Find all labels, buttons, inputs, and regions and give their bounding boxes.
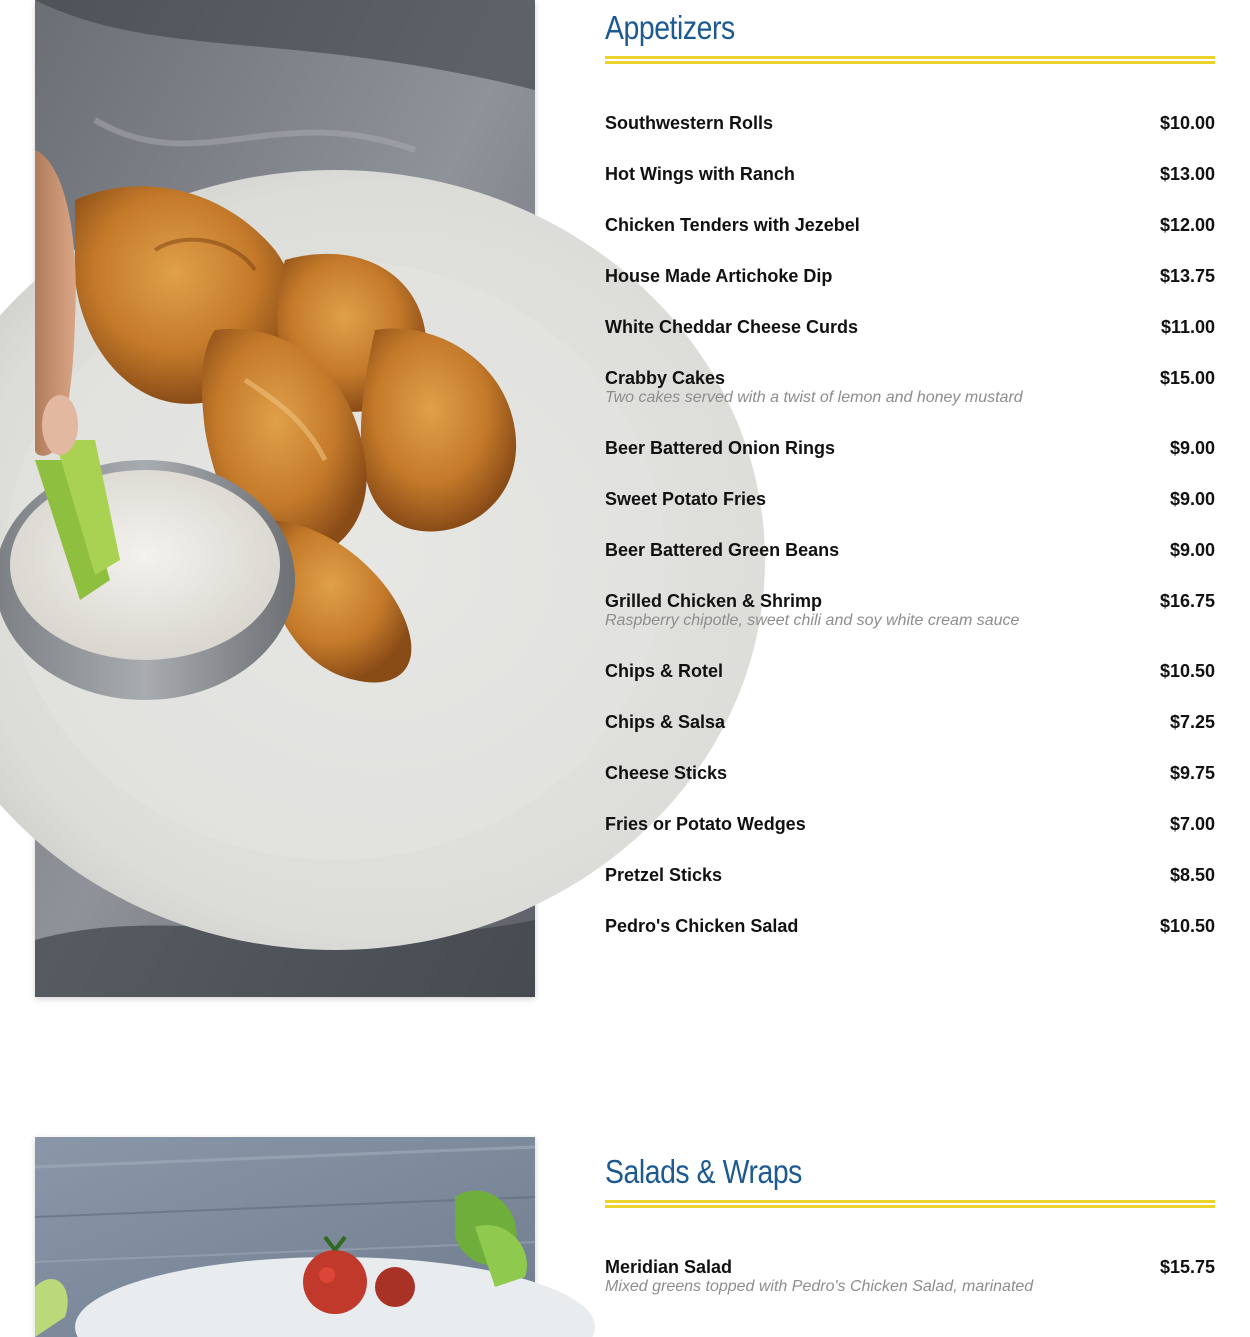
menu-item-name: Beer Battered Onion Rings xyxy=(605,438,836,458)
menu-item-name: Beer Battered Green Beans xyxy=(605,540,840,560)
menu-item-name: Cheese Sticks xyxy=(605,763,728,783)
section-title: Salads & Wraps xyxy=(605,1153,802,1190)
menu-item xyxy=(605,163,1215,214)
menu-item-details xyxy=(605,265,832,287)
menu-item xyxy=(605,488,1215,539)
menu-item-price: $10.50 xyxy=(1159,661,1215,681)
menu-item-details xyxy=(605,163,795,185)
menu-item xyxy=(605,590,1215,660)
section-title: Appetizers xyxy=(605,9,735,46)
menu-item-description: Raspberry chipotle, sweet chili and soy white cream sauce xyxy=(605,612,1020,629)
menu-item-price: $7.25 xyxy=(1169,712,1215,732)
menu-item-name: Crabby Cakes xyxy=(605,368,726,388)
menu-item-name: Chips & Rotel xyxy=(605,661,724,681)
menu-item-details xyxy=(605,711,725,733)
menu-item-name: Grilled Chicken & Shrimp xyxy=(605,591,823,611)
menu-item-price: $9.00 xyxy=(1169,489,1215,509)
menu-item xyxy=(605,915,1215,966)
menu-item-price: $9.00 xyxy=(1169,540,1215,560)
menu-item-price: $16.75 xyxy=(1159,591,1215,611)
salads-item-list xyxy=(605,1256,1215,1326)
menu-item-details xyxy=(605,316,858,338)
title-divider xyxy=(605,1200,1215,1208)
menu-item-price: $13.00 xyxy=(1159,164,1215,184)
menu-item xyxy=(605,660,1215,711)
salads-wraps-section xyxy=(605,1144,1215,1326)
menu-item-details xyxy=(605,539,839,561)
title-divider xyxy=(605,56,1215,64)
menu-item-price: $15.00 xyxy=(1159,368,1215,388)
menu-item xyxy=(605,1256,1215,1326)
appetizers-section xyxy=(605,0,1215,966)
menu-item-details xyxy=(605,590,1019,630)
menu-item-price: $11.00 xyxy=(1160,317,1215,337)
menu-item-price: $13.75 xyxy=(1159,266,1215,286)
menu-item-price: $15.75 xyxy=(1159,1257,1215,1277)
menu-item-details xyxy=(605,1256,1033,1296)
menu-item xyxy=(605,762,1215,813)
menu-item-details xyxy=(605,367,1023,407)
menu-item-details xyxy=(605,214,860,236)
menu-item-details xyxy=(605,915,798,937)
menu-item-details xyxy=(605,437,835,459)
menu-item-name: Hot Wings with Ranch xyxy=(605,164,795,184)
menu-item-details xyxy=(605,660,723,682)
menu-item-details xyxy=(605,112,773,134)
menu-item-details xyxy=(605,762,727,784)
menu-item xyxy=(605,813,1215,864)
menu-item xyxy=(605,214,1215,265)
menu-item-price: $10.50 xyxy=(1159,916,1215,936)
menu-item-name: Fries or Potato Wedges xyxy=(605,814,806,834)
menu-item-description: Mixed greens topped with Pedro's Chicken Salad, marinated xyxy=(605,1278,1034,1295)
menu-item-name: Meridian Salad xyxy=(605,1257,733,1277)
menu-item-details xyxy=(605,488,766,510)
menu-item-name: House Made Artichoke Dip xyxy=(605,266,833,286)
menu-item xyxy=(605,539,1215,590)
menu-item-price: $7.00 xyxy=(1169,814,1215,834)
menu-item xyxy=(605,112,1215,163)
menu-item-price: $9.75 xyxy=(1169,763,1215,783)
menu-item xyxy=(605,864,1215,915)
menu-item-price: $8.50 xyxy=(1169,865,1215,885)
menu-item-name: Sweet Potato Fries xyxy=(605,489,767,509)
menu-item-name: Chips & Salsa xyxy=(605,712,726,732)
appetizers-item-list xyxy=(605,112,1215,966)
menu-item-name: Southwestern Rolls xyxy=(605,113,774,133)
menu-item-price: $9.00 xyxy=(1169,438,1215,458)
menu-item-details xyxy=(605,864,722,886)
menu-item xyxy=(605,711,1215,762)
menu-item-price: $10.00 xyxy=(1159,113,1215,133)
menu-item-description: Two cakes served with a twist of lemon and honey mustard xyxy=(605,389,1023,406)
menu-item xyxy=(605,367,1215,437)
menu-item-name: Pedro's Chicken Salad xyxy=(605,916,799,936)
menu-item-name: Chicken Tenders with Jezebel xyxy=(605,215,860,235)
menu-item-details xyxy=(605,813,806,835)
wings-photo xyxy=(35,0,535,997)
menu-item xyxy=(605,437,1215,488)
salad-photo xyxy=(35,1137,535,1337)
menu-item xyxy=(605,316,1215,367)
menu-item-name: Pretzel Sticks xyxy=(605,865,723,885)
menu-item-price: $12.00 xyxy=(1159,215,1215,235)
menu-item xyxy=(605,265,1215,316)
menu-item-name: White Cheddar Cheese Curds xyxy=(605,317,859,337)
